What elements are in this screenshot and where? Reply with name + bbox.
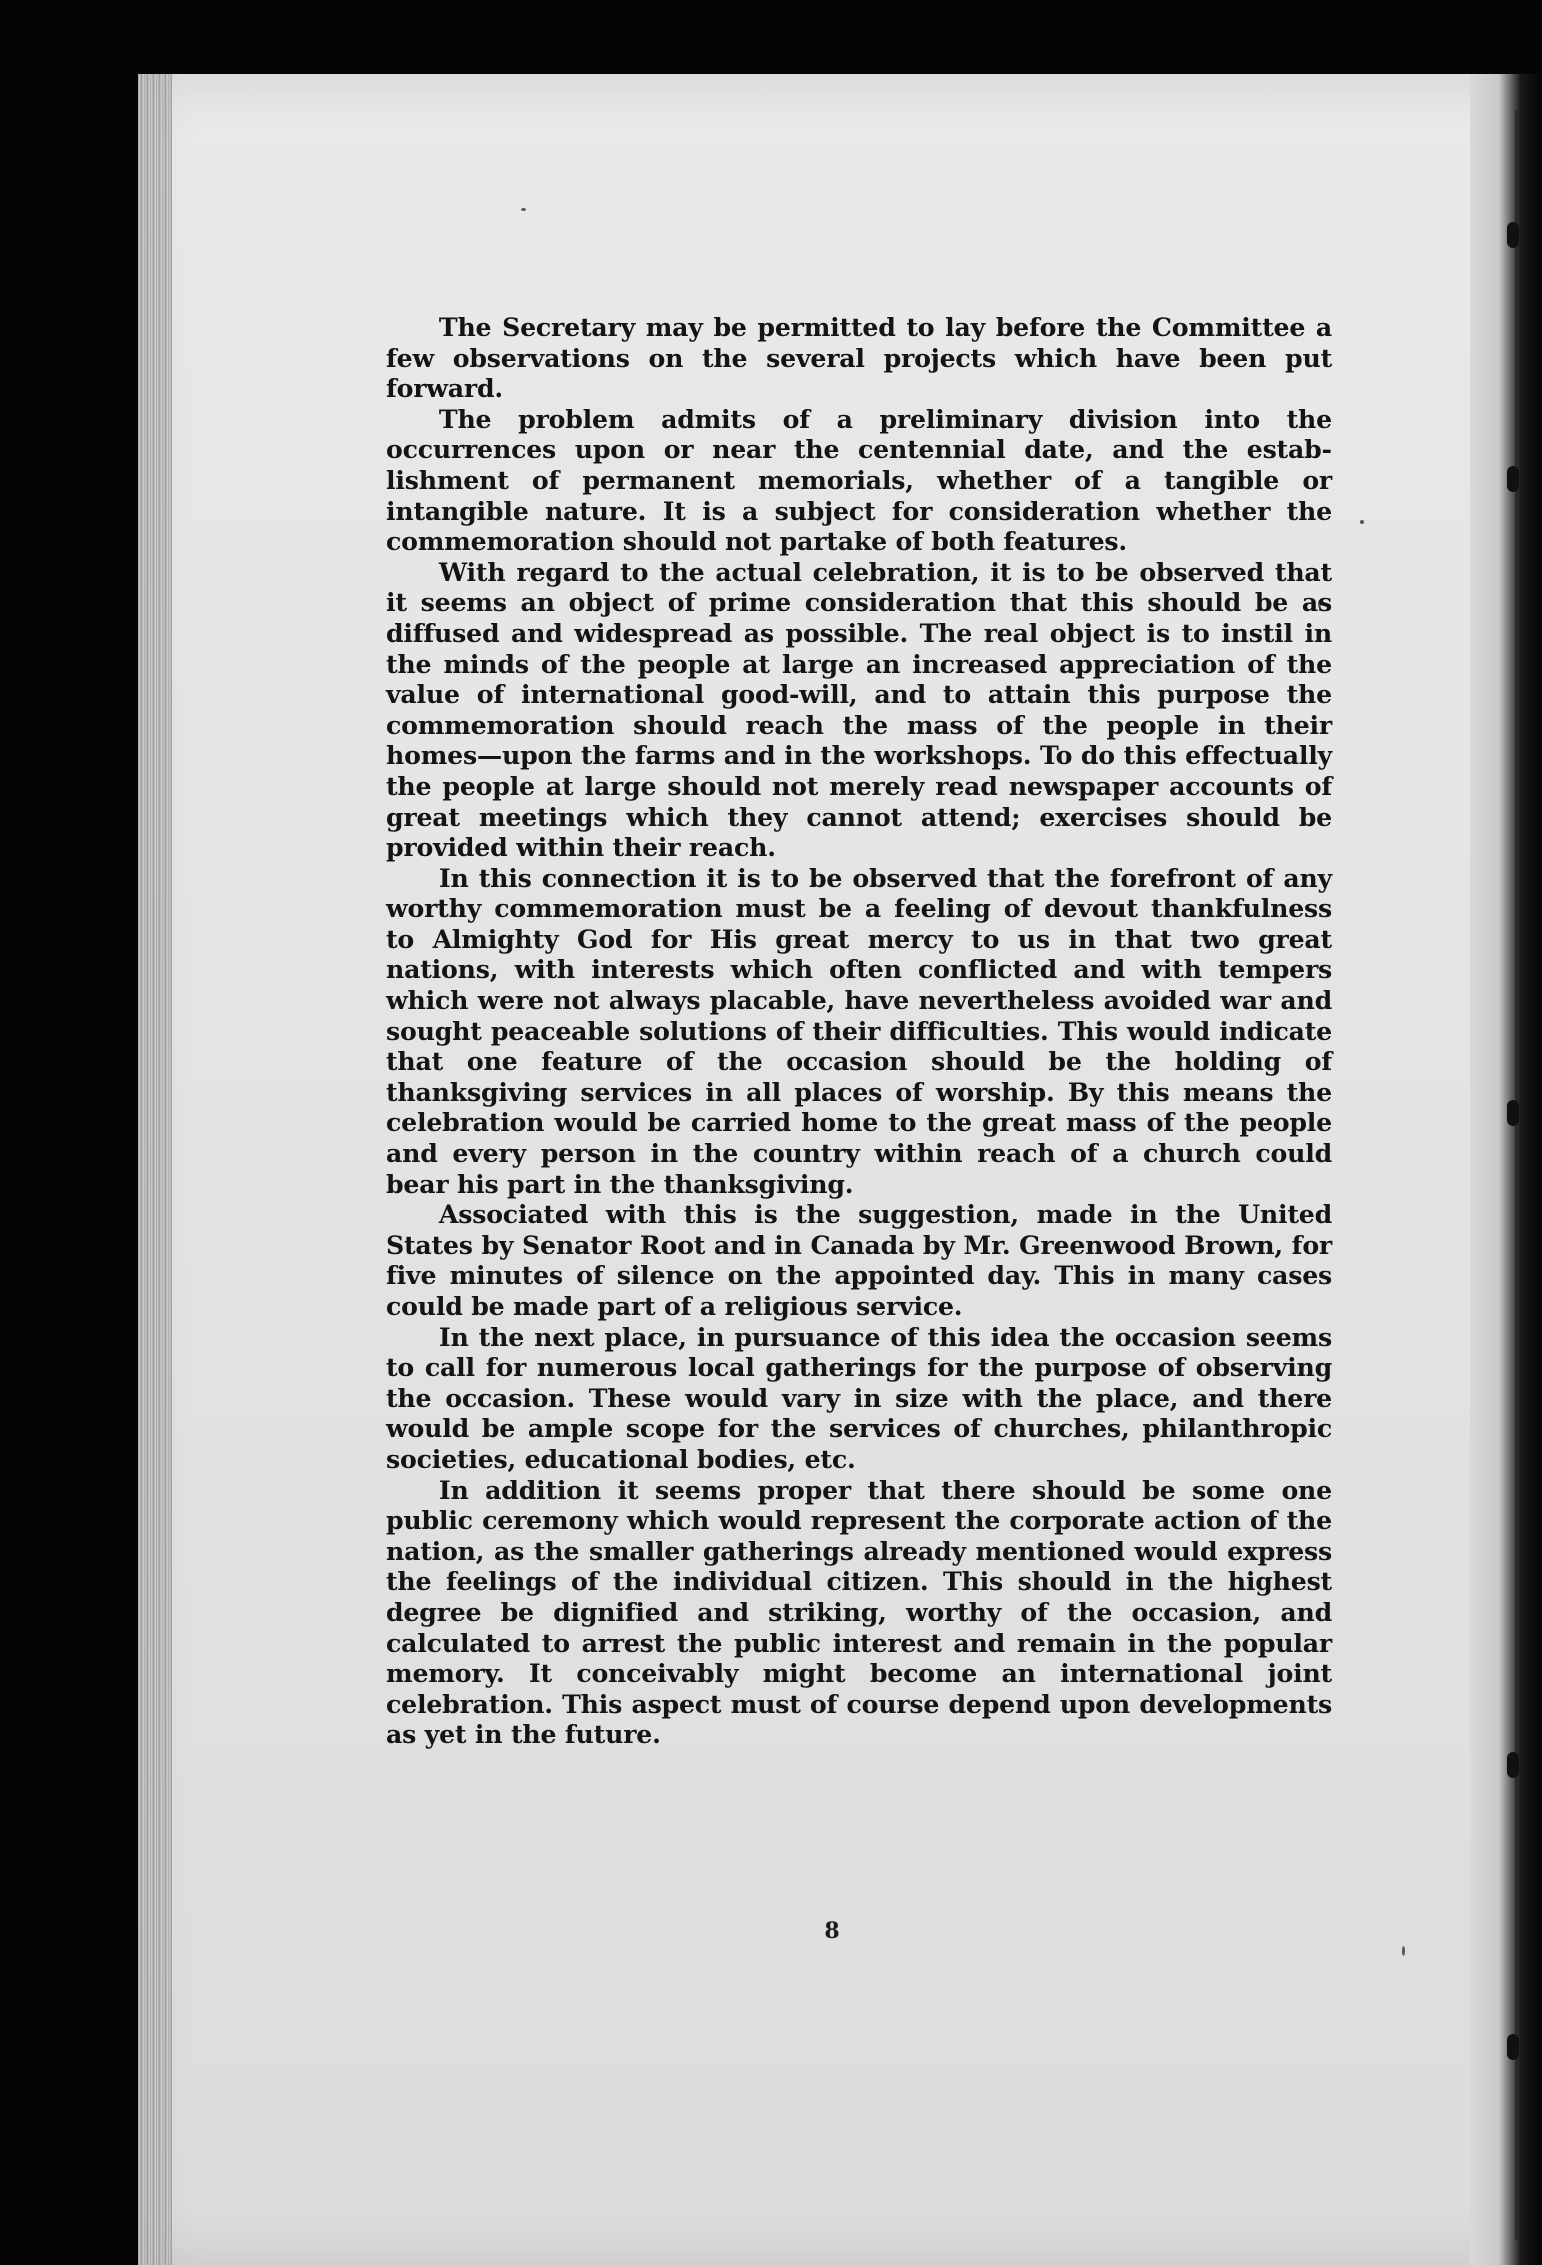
page-right-edge	[1470, 74, 1542, 2265]
edge-mark	[1507, 1100, 1519, 1126]
page-number: 8	[824, 1918, 840, 1944]
edge-mark	[1507, 2034, 1519, 2060]
edge-mark	[1507, 222, 1519, 248]
paragraph: With regard to the actual celebration, it is to be observed that it seems an object of prime consideration that this should be as diffused and widespread as possible. The real object is to instil in the minds of the people at large an increased appreciation of the value of international good-will, and to attain this purpose the commemoration should reach the mass of the people in their homes—upon the farms and in the workshops. To do this effectually the people at large should not merely read newspaper accounts of great meetings which they cannot attend; exercises should be provided within their reach.	[386, 556, 1332, 863]
body-text	[386, 312, 1332, 1872]
paragraph: Associated with this is the suggestion, made in the United States by Senator Root and in Canada by Mr. Greenwood Brown, for five minutes of silence on the appointed day. This in many cases could be made part of a religious service.	[386, 1199, 1332, 1321]
paragraph: The problem admits of a preliminary division into the occurrences upon or near the centennial date, and the establishment of permanent memorials, whether of a tangible or intangible nature. It is a subject for consideration whether the commemoration should not partake of both features.	[386, 403, 1332, 557]
dust-speck	[1360, 520, 1364, 524]
dust-speck	[521, 208, 526, 211]
edge-mark	[1507, 466, 1519, 492]
paragraph: In the next place, in pursuance of this idea the occasion seems to call for numerous local gatherings for the purpose of observing the occasion. These would vary in size with the place, and there would be ample scope for the services of churches, philanthropic societies, educational bodies, etc.	[386, 1321, 1332, 1474]
paragraph: In addition it seems proper that there should be some one public ceremony which would represent the corporate action of the nation, as the smaller gatherings already mentioned would express the feelings of the individual citizen. This should in the highest degree be dignified and striking, worthy of the occasion, and calculated to arrest the public interest and remain in the popular memory. It conceivably might become an international joint celebration. This aspect must of course depend upon developments as yet in the future.	[386, 1474, 1332, 1750]
dust-speck	[1402, 1946, 1405, 1956]
paragraph: In this connection it is to be observed that the forefront of any worthy commemoration must be a feeling of devout thankfulness to Almighty God for His great mercy to us in that two great nations, with interests which often conflicted and with tempers which were not always placable, have nevertheless avoided war and sought peaceable solutions of their difficulties. This would indicate that one feature of the occasion should be the holding of thanksgiving services in all places of worship. By this means the celebration would be carried home to the great mass of the people and every person in the country within reach of a church could bear his part in the thanksgiving.	[386, 862, 1332, 1199]
edge-rule	[1515, 110, 1519, 2240]
edge-mark	[1507, 1752, 1519, 1778]
paragraph: The Secretary may be permitted to lay before the Committee a few observations on the several projects which have been put forward.	[386, 312, 1332, 404]
page-binding-edge	[138, 74, 172, 2265]
